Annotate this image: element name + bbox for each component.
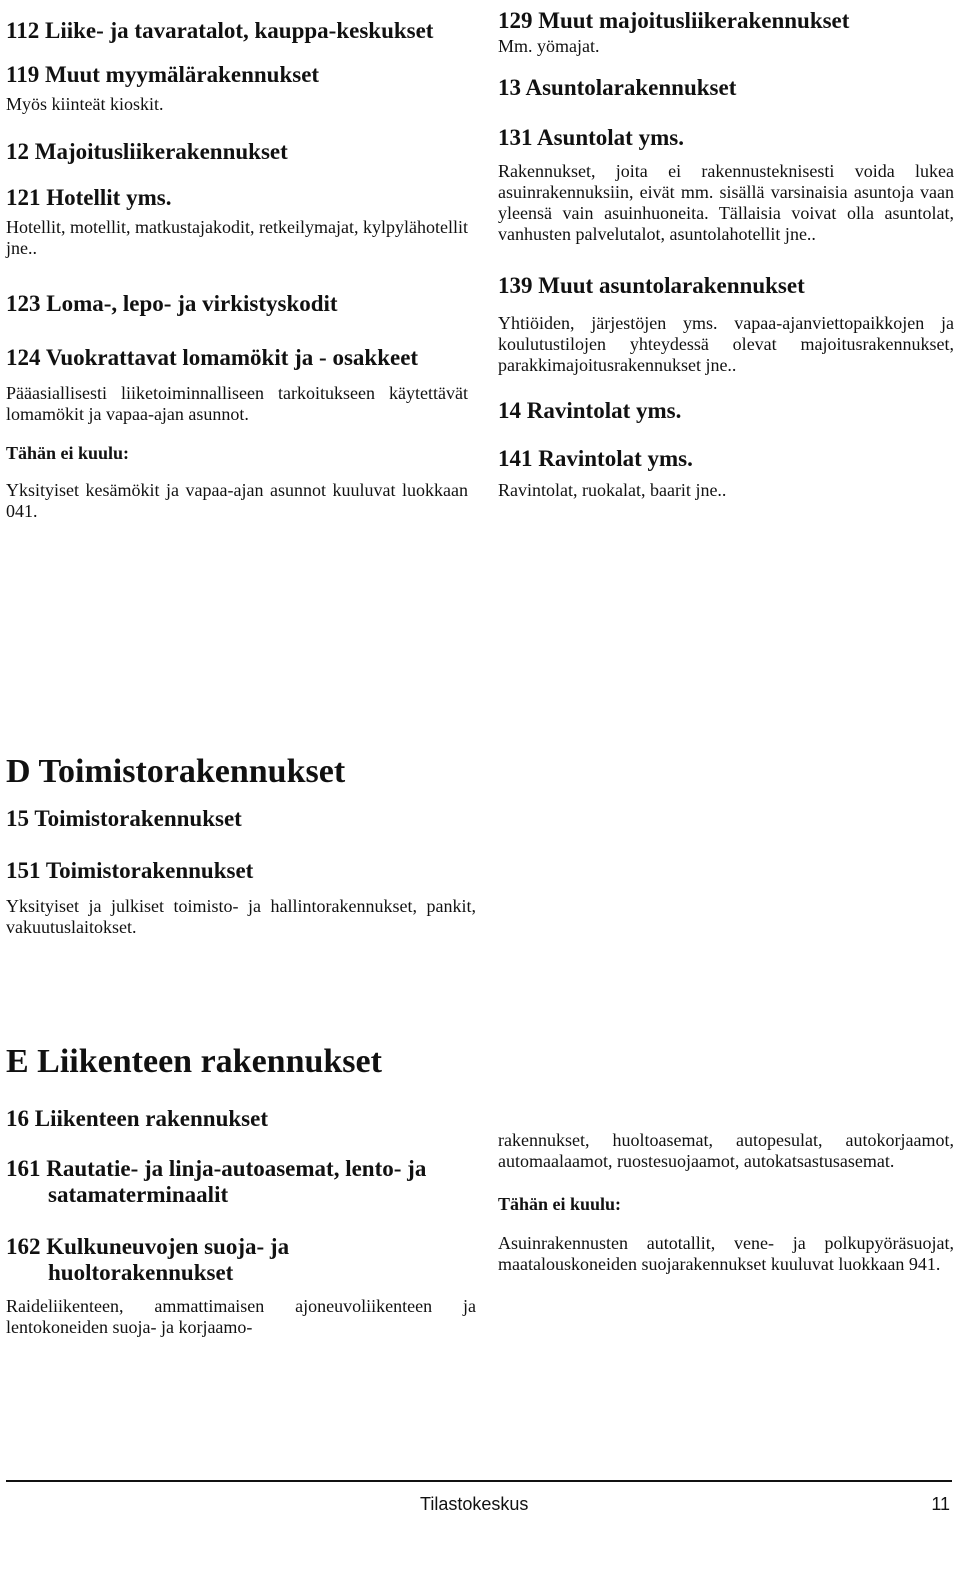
- footer-page-number: 11: [931, 1494, 950, 1514]
- section-e-title: E Liikenteen rakennukset: [6, 1043, 382, 1080]
- exclusion-label: Tähän ei kuulu:: [6, 443, 130, 463]
- section-left-column: [6, 18, 468, 522]
- text-129: Mm. yömajat.: [498, 36, 600, 56]
- heading-12: 12 Majoitusliikerakennukset: [6, 139, 288, 164]
- heading-119: 119 Muut myymälärakennukset: [6, 62, 320, 87]
- heading-15: 15 Toimistorakennukset: [6, 806, 242, 831]
- text-119: Myös kiinteät kioskit.: [6, 94, 164, 114]
- exclusion-label-e: Tähän ei kuulu:: [498, 1194, 622, 1214]
- text-139: Yhtiöiden, järjestöjen yms. vapaa-ajanviettopaikkojen ja koulutustilojen yhteydessä olevat majoitusrakennukset, parakkimajoitusrakennukset jne..: [498, 313, 954, 375]
- section-e-left: [6, 1042, 476, 1338]
- section-d-title: D Toimistorakennukset: [6, 753, 346, 790]
- heading-141: 141 Ravintolat yms.: [498, 446, 693, 471]
- heading-131: 131 Asuntolat yms.: [498, 125, 684, 150]
- text-162-start: Raideliikenteen, ammattimaisen ajoneuvoliikenteen ja lentokoneiden suoja- ja korjaamo-: [6, 1296, 476, 1337]
- footer-publisher: Tilastokeskus: [420, 1494, 529, 1514]
- heading-139: 139 Muut asuntolarakennukset: [498, 273, 805, 298]
- text-131: Rakennukset, joita ei rakennusteknisesti voida lukea asuinrakennuksiin, eivät mm. sisällä varsinaisia asuntoja vaan yleensä vain asuinhuoneita. Tällaisia voivat olla asuntolat, vanhusten palvelutalot, asuntolahotellit jne..: [498, 161, 954, 244]
- heading-14: 14 Ravintolat yms.: [498, 398, 682, 423]
- section-right-column: [498, 8, 954, 501]
- exclusion-text-e: Asuinrakennusten autotallit, vene- ja polkupyöräsuojat, maatalouskoneiden suojarakennukset kuuluvat luokkaan 941.: [498, 1233, 954, 1274]
- text-121: Hotellit, motellit, matkustajakodit, retkeilymajat, kylpylähotellit jne..: [6, 217, 468, 258]
- heading-123: 123 Loma-, lepo- ja virkistyskodit: [6, 291, 338, 316]
- heading-16: 16 Liikenteen rakennukset: [6, 1106, 268, 1131]
- text-141: Ravintolat, ruokalat, baarit jne..: [498, 480, 727, 500]
- heading-151: 151 Toimistorakennukset: [6, 858, 254, 883]
- heading-13: 13 Asuntolarakennukset: [498, 75, 737, 100]
- text-162-continued: rakennukset, huoltoasemat, autopesulat, autokorjaamot, automaalaamot, ruostesuojaamot, autokatsastusasemat.: [498, 1130, 954, 1171]
- heading-129: 129 Muut majoitusliikerakennukset: [498, 8, 850, 33]
- heading-124: 124 Vuokrattavat lomamökit ja - osakkeet: [6, 345, 419, 370]
- heading-121: 121 Hotellit yms.: [6, 185, 172, 210]
- heading-112: 112 Liike- ja tavaratalot, kauppa-keskukset: [6, 18, 434, 43]
- text-151: Yksityiset ja julkiset toimisto- ja hallintorakennukset, pankit, vakuutuslaitokset.: [6, 896, 476, 937]
- exclusion-text: Yksityiset kesämökit ja vapaa-ajan asunnot kuuluvat luokkaan 041.: [6, 480, 468, 521]
- section-e-right: [498, 1130, 954, 1275]
- heading-162: 162 Kulkuneuvojen suoja- ja huoltorakennukset: [6, 1234, 290, 1285]
- footer-divider: [6, 1480, 952, 1482]
- text-124: Pääasiallisesti liiketoiminnalliseen tarkoitukseen käytettävät lomamökit ja vapaa-ajan asunnot.: [6, 383, 468, 424]
- heading-161: 161 Rautatie- ja linja-autoasemat, lento- ja satamaterminaalit: [6, 1156, 427, 1207]
- section-d: [6, 752, 476, 938]
